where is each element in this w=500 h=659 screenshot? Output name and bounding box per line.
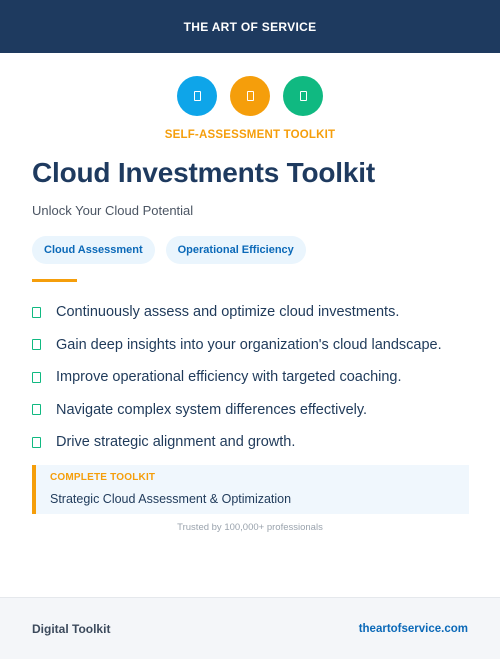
checkbox-icon [32, 307, 41, 318]
page-subtitle: Unlock Your Cloud Potential [32, 203, 194, 218]
checkbox-icon [32, 437, 41, 448]
list-item-text: Continuously assess and optimize cloud investments. [56, 304, 400, 321]
toolkit-callout [32, 465, 469, 514]
kicker-label: SELF-ASSESSMENT TOOLKIT [164, 129, 336, 141]
list-item [32, 296, 472, 329]
tag-cloud-assessment: Cloud Assessment [32, 236, 155, 264]
list-item-text: Gain deep insights into your organization's cloud landscape. [56, 336, 442, 353]
icon-row [0, 76, 500, 116]
footer-bar [0, 597, 500, 659]
list-item [32, 329, 472, 362]
tag-operational-efficiency: Operational Efficiency [166, 236, 306, 264]
checkbox-icon [32, 372, 41, 383]
list-item-text: Navigate complex system differences effectively. [56, 401, 368, 418]
benefit-list [32, 296, 472, 459]
callout-text: Strategic Cloud Assessment & Optimization [50, 492, 292, 506]
page-title: Cloud Investments Toolkit [32, 157, 375, 188]
tag-list [32, 236, 306, 264]
blue-badge-icon [177, 76, 217, 116]
orange-badge-icon [230, 76, 270, 116]
checkbox-icon [32, 404, 41, 415]
list-item-text: Improve operational efficiency with targeted coaching. [56, 369, 402, 386]
footer-product-label: Digital Toolkit [32, 621, 111, 636]
list-item [32, 426, 472, 459]
header-bar [0, 0, 500, 53]
website-link[interactable]: theartofservice.com [358, 622, 468, 635]
list-item-text: Drive strategic alignment and growth. [56, 434, 296, 451]
trust-note: Trusted by 100,000+ professionals [177, 522, 323, 533]
list-item [32, 394, 472, 427]
checkbox-icon [32, 339, 41, 350]
accent-divider [32, 279, 77, 282]
callout-label: COMPLETE TOOLKIT [50, 472, 156, 483]
list-item [32, 361, 472, 394]
green-badge-icon [283, 76, 323, 116]
brand-name: THE ART OF SERVICE [183, 19, 317, 34]
